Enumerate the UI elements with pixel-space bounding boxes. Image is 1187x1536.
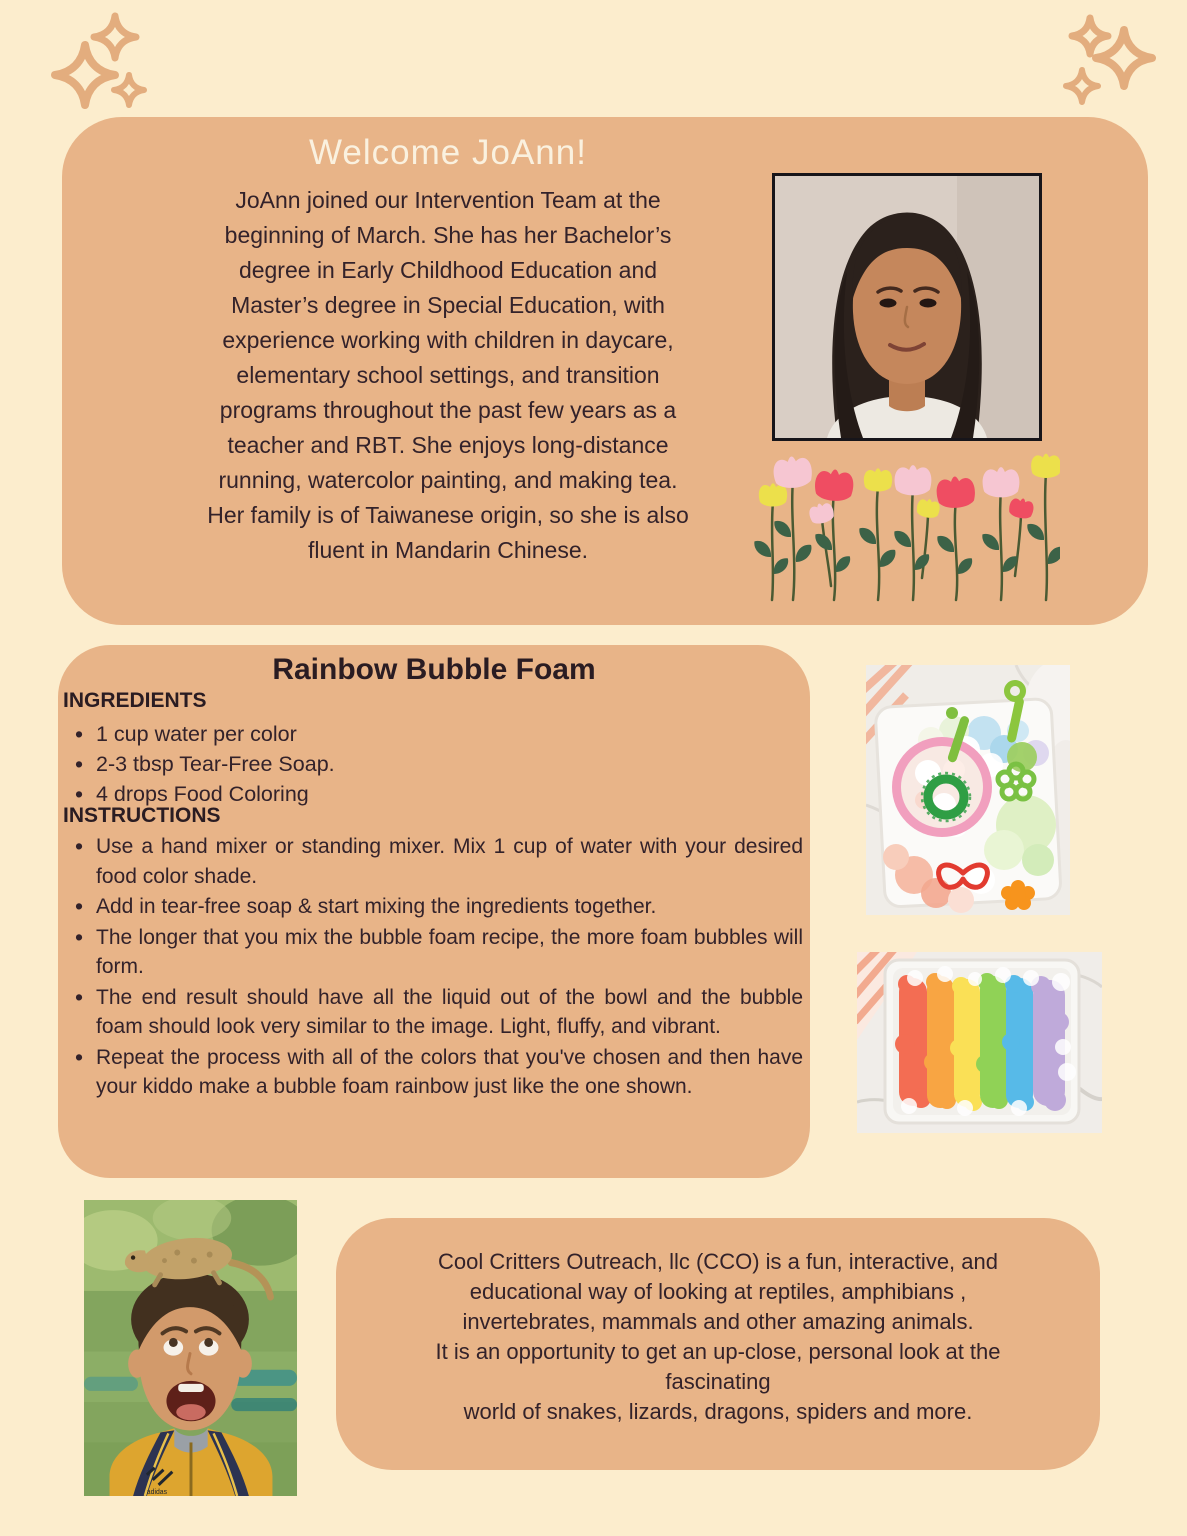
- boy-with-lizard-photo: [84, 1200, 297, 1496]
- recipe-card: [58, 645, 810, 1178]
- body-line: experience working with children in daycare,: [222, 327, 674, 353]
- svg-text:adidas: adidas: [146, 1488, 168, 1496]
- ingredients-list: [63, 719, 753, 809]
- body-line: programs throughout the past few years as a: [219, 397, 677, 423]
- critters-line: fascinating: [665, 1369, 771, 1394]
- ingredient-item: • 1 cup water per color: [63, 719, 753, 749]
- body-line: Master’s degree in Special Education, with: [231, 292, 665, 318]
- critters-line: educational way of looking at reptiles, amphibians ,: [469, 1279, 967, 1304]
- rainbow-foam-bin-photo: [857, 952, 1102, 1133]
- ingredient-item: • 4 drops Food Coloring: [63, 779, 753, 809]
- instruction-item: • Repeat the process with all of the colors that you've chosen and then have your kiddo make a bubble foam rainbow just like the one shown.: [63, 1043, 803, 1102]
- body-line: beginning of March. She has her Bachelor’s: [224, 222, 672, 248]
- critters-text: [360, 1247, 1076, 1427]
- instructions-heading: INSTRUCTIONS: [63, 804, 221, 827]
- recipe-title: Rainbow Bubble Foam: [272, 653, 596, 686]
- critters-line: invertebrates, mammals and other amazing animals.: [462, 1309, 974, 1334]
- ingredients-heading: INGREDIENTS: [63, 689, 207, 712]
- instructions-list: [63, 832, 803, 1103]
- instruction-item: • The end result should have all the liquid out of the bowl and the bubble foam should look very similar to the image. Light, fluffy, and vibrant.: [63, 983, 803, 1042]
- ingredient-item: • 2-3 tbsp Tear-Free Soap.: [63, 749, 753, 779]
- critters-line: world of snakes, lizards, dragons, spiders and more.: [463, 1399, 973, 1424]
- instruction-item: • Add in tear-free soap & start mixing the ingredients together.: [63, 892, 803, 922]
- body-line: JoAnn joined our Intervention Team at the: [235, 187, 661, 213]
- body-line: running, watercolor painting, and making tea.: [218, 467, 678, 493]
- joann-photo: [772, 173, 1042, 441]
- critters-line: Cool Critters Outreach, llc (CCO) is a fun, interactive, and: [438, 1249, 998, 1274]
- welcome-title: Welcome JoAnn!: [309, 133, 587, 172]
- body-line: teacher and RBT. She enjoys long-distance: [227, 432, 669, 458]
- bubble-foam-tray-photo: [866, 665, 1070, 915]
- welcome-card: [62, 117, 1148, 625]
- sparkles-icon: [30, 8, 165, 113]
- body-line: degree in Early Childhood Education and: [238, 257, 658, 283]
- body-line: fluent in Mandarin Chinese.: [308, 537, 588, 563]
- body-line: elementary school settings, and transition: [236, 362, 660, 388]
- critters-line: It is an opportunity to get an up-close, personal look at the: [435, 1339, 1001, 1364]
- flowers-icon: [746, 452, 1060, 604]
- instruction-item: • Use a hand mixer or standing mixer. Mix 1 cup of water with your desired food color shade.: [63, 832, 803, 891]
- body-line: Her family is of Taiwanese origin, so she is also: [207, 502, 689, 528]
- critters-card: [336, 1218, 1100, 1470]
- instruction-item: • The longer that you mix the bubble foam recipe, the more foam bubbles will form.: [63, 923, 803, 982]
- welcome-body-text: [116, 183, 780, 568]
- sparkles-icon: [1052, 10, 1164, 110]
